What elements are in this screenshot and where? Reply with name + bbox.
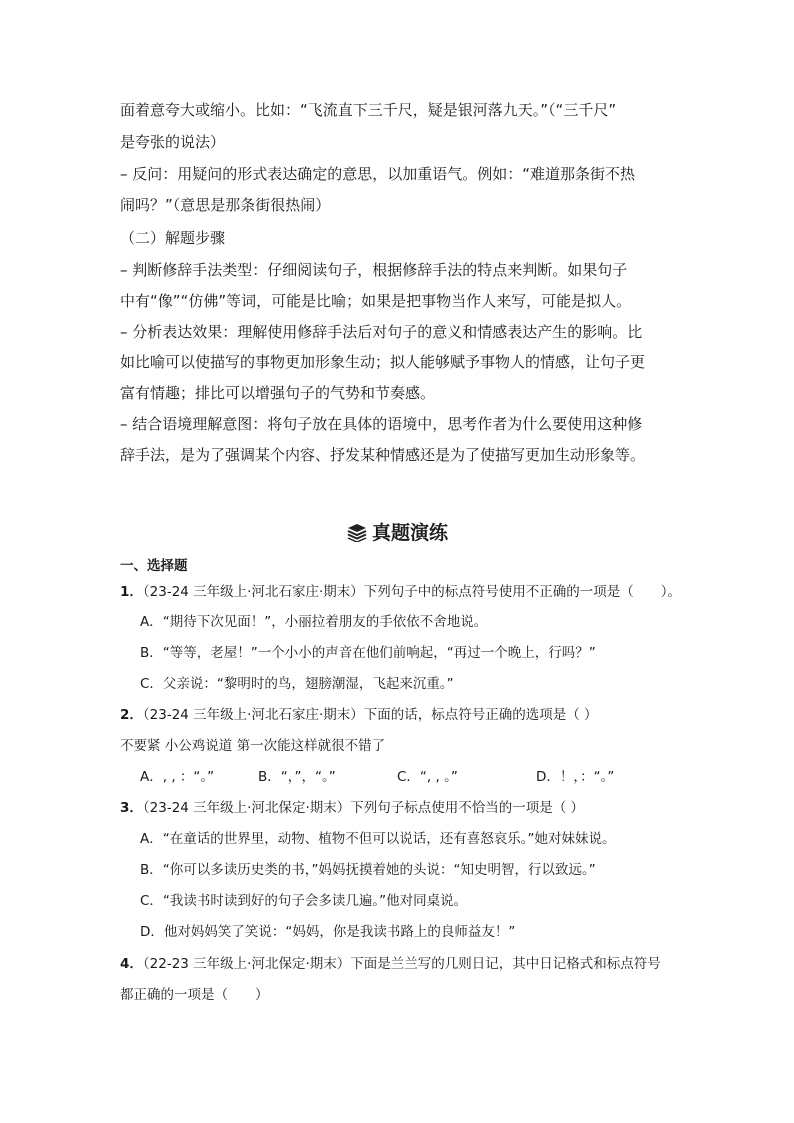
- steps-line: 辞手法，是为了强调某个内容、抒发某种情感还是为了使描写更加生动形象等。: [120, 446, 646, 464]
- question-stem: （23-24 三年级上·河北保定·期末）下列句子标点使用不恰当的一项是（ ）: [142, 800, 585, 816]
- question-sentence: 不要紧 小公鸡说道 第一次能这样就很不错了: [120, 738, 386, 754]
- section-title-text: 真题演练: [371, 522, 448, 544]
- option: A．“期待下次见面！”，小丽拉着朋友的手依依不舍地说。: [140, 614, 488, 630]
- steps-line: 如比喻可以使描写的事物更加形象生动；拟人能够赋予事物人的情感，让句子更: [120, 353, 646, 371]
- question-stem: （23-24 三年级上·河北石家庄·期末）下面的话，标点符号正确的选项是（ ）: [142, 707, 598, 723]
- option: B．“等等，老屋！”一个小小的声音在他们前响起，“再过一个晚上，行吗？”: [140, 645, 596, 661]
- question-number: 2．: [120, 707, 143, 723]
- question-number: 1．: [120, 584, 143, 600]
- intro-line: 是夸张的说法）: [120, 133, 226, 151]
- question-stem-continued: 都正确的一项是（ ）: [120, 987, 269, 1003]
- steps-line: – 判断修辞手法类型：仔细阅读句子，根据修辞手法的特点来判断。如果句子: [120, 261, 628, 279]
- option: D．他对妈妈笑了笑说：“妈妈，你是我读书路上的良师益友！”: [140, 924, 516, 940]
- question-stem: （23-24 三年级上·河北石家庄·期末）下列句子中的标点符号使用不正确的一项是（ ）。: [142, 584, 682, 600]
- steps-line: – 结合语境理解意图：将句子放在具体的语境中，思考作者为什么要使用这种修: [120, 415, 643, 433]
- option: C．“我读书时读到好的句子会多读几遍。”他对同桌说。: [140, 893, 468, 909]
- question-1: [120, 582, 681, 602]
- question-4: [120, 954, 661, 974]
- question-number: 4．: [120, 956, 143, 972]
- section-title: [0, 520, 794, 549]
- steps-line: – 分析表达效果：理解使用修辞手法后对句子的意义和情感表达产生的影响。比: [120, 323, 643, 341]
- books-icon: [346, 522, 368, 549]
- intro-line: – 反问：用疑问的形式表达确定的意思，以加重语气。例如：“难道那条街不热: [120, 165, 636, 183]
- option: A．“在童话的世界里，动物、植物不但可以说话，还有喜怒哀乐。”她对妹妹说。: [140, 831, 616, 847]
- option: C．“, , 。”: [397, 769, 458, 785]
- option: B．“，”，“。”: [258, 769, 336, 785]
- question-3: [120, 798, 584, 818]
- question-2: [120, 705, 598, 725]
- option: D．！，：“。”: [536, 769, 615, 785]
- steps-line: 中有“像”“仿佛”等词，可能是比喻；如果是把事物当作人来写，可能是拟人。: [120, 292, 632, 310]
- option: B．“你可以多读历史类的书，”妈妈抚摸着她的头说：“知史明智，行以致远。”: [140, 862, 596, 878]
- option: A．, , ：“。”: [140, 769, 215, 785]
- question-number: 3．: [120, 800, 143, 816]
- question-stem: （22-23 三年级上·河北保定·期末）下面是兰兰写的几则日记，其中日记格式和标点符号: [142, 956, 661, 972]
- part-heading: 一、选择题: [120, 558, 188, 574]
- option: C．父亲说：“黎明时的鸟，翅膀潮湿，飞起来沉重。”: [140, 676, 454, 692]
- steps-line: 富有情趣；排比可以增强句子的气势和节奏感。: [120, 384, 436, 402]
- intro-line: 面着意夸大或缩小。比如：“飞流直下三千尺，疑是银河落九天。”（“三千尺”: [120, 101, 617, 119]
- intro-line: 闹吗？”（意思是那条街很热闹）: [120, 196, 331, 214]
- steps-heading: （二）解题步骤: [120, 229, 226, 247]
